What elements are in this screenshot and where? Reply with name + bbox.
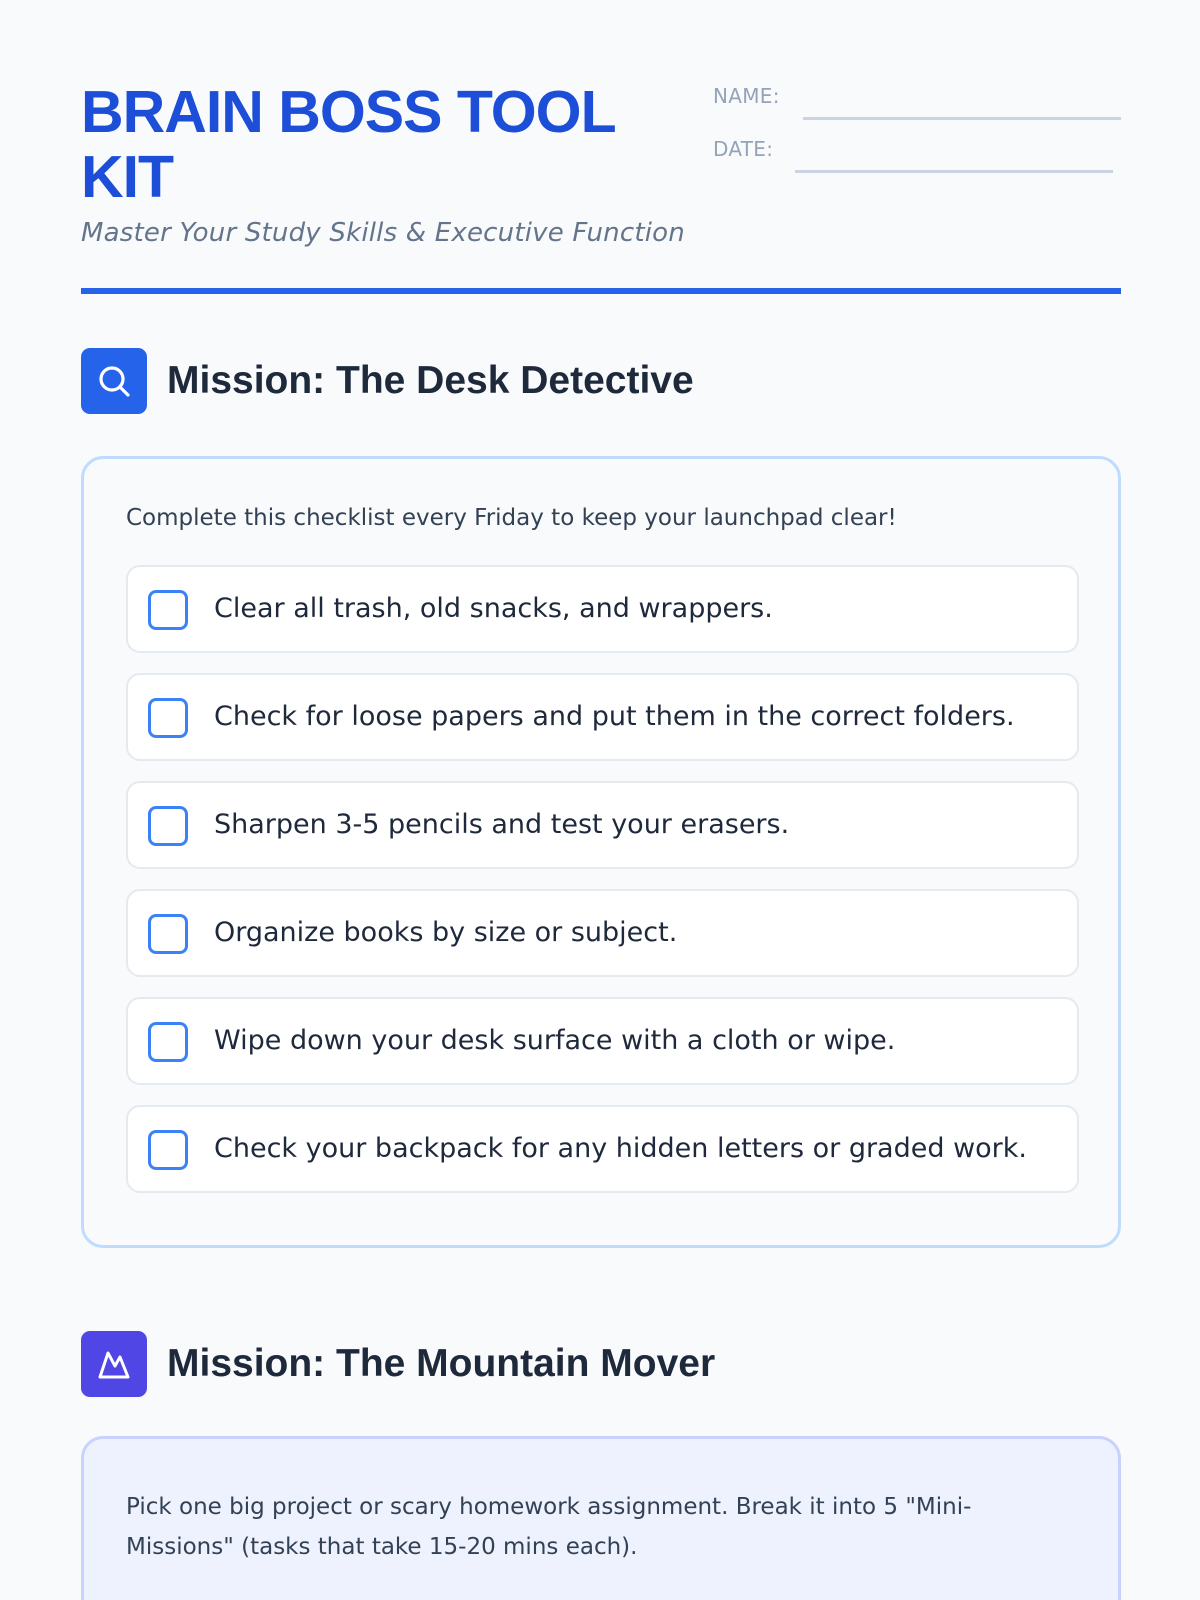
page-title: BRAIN BOSS TOOL KIT [81, 79, 615, 210]
checklist-item-label: Check for loose papers and put them in the correct folders. [214, 701, 1015, 732]
date-field[interactable] [713, 133, 1121, 173]
section-title: Mission: The Mountain Mover [167, 1342, 716, 1385]
checkbox[interactable] [148, 1022, 188, 1062]
date-label: DATE: [713, 137, 774, 161]
checklist-item[interactable] [126, 997, 1079, 1085]
mountain-icon [81, 1331, 147, 1397]
checklist-item[interactable] [126, 889, 1079, 977]
checklist-item[interactable] [126, 673, 1079, 761]
checklist-item-label: Clear all trash, old snacks, and wrappers. [214, 593, 773, 624]
checklist-item-label: Sharpen 3-5 pencils and test your erasers. [214, 809, 790, 840]
mountain-mover-card [81, 1436, 1121, 1600]
checklist-item-label: Check your backpack for any hidden letters or graded work. [214, 1133, 1027, 1164]
section-title: Mission: The Desk Detective [167, 359, 694, 402]
worksheet-header [81, 80, 1121, 294]
checkbox[interactable] [148, 590, 188, 630]
checkbox[interactable] [148, 698, 188, 738]
checklist-item[interactable] [126, 1105, 1079, 1193]
checkbox[interactable] [148, 806, 188, 846]
desk-detective-card [81, 456, 1121, 1248]
name-label: NAME: [713, 84, 780, 108]
checkbox[interactable] [148, 1130, 188, 1170]
name-field[interactable] [713, 80, 1121, 120]
checklist-item[interactable] [126, 565, 1079, 653]
checklist-item-label: Organize books by size or subject. [214, 917, 678, 948]
section-header-mountain-mover [81, 1331, 1121, 1397]
checkbox[interactable] [148, 914, 188, 954]
checklist-item-label: Wipe down your desk surface with a cloth or wipe. [214, 1025, 896, 1056]
section-header-desk-detective [81, 348, 1121, 414]
checklist-item[interactable] [126, 781, 1079, 869]
date-input-line[interactable] [795, 170, 1113, 173]
checklist-intro: Complete this checklist every Friday to keep your launchpad clear! [126, 505, 897, 531]
page-subtitle: Master Your Study Skills & Executive Function [81, 218, 685, 248]
name-input-line[interactable] [803, 117, 1121, 120]
search-icon [81, 348, 147, 414]
worksheet-page [81, 0, 1121, 1600]
mission-intro: Pick one big project or scary homework assignment. Break it into 5 "Mini-Missions" (tasks that take 15-20 mins each). [126, 1494, 972, 1560]
